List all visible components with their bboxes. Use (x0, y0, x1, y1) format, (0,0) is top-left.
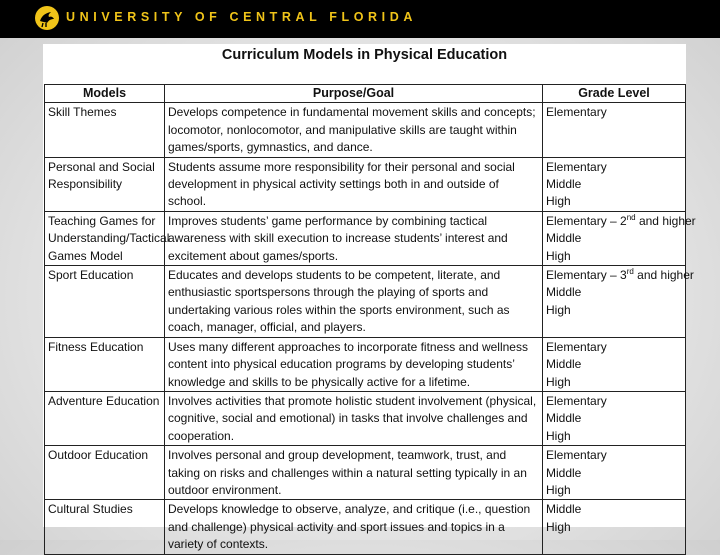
grade-item (546, 212, 696, 230)
grade-item: High (546, 194, 571, 209)
model-cell: Fitness Education (45, 337, 165, 391)
purpose-cell: Improves students’ game performance by combining tactical awareness with skill execution to increase students’ interest and excitement about games/sports. (165, 211, 543, 265)
model-cell: Skill Themes (45, 103, 165, 157)
table-row (45, 103, 686, 157)
grade-item-suffix: and higher (633, 268, 694, 283)
grade-item (546, 267, 694, 284)
pegasus-logo-icon (34, 5, 60, 31)
grade-item: Elementary (546, 339, 607, 354)
grade-cell (543, 103, 686, 157)
grade-item: Middle (546, 285, 582, 300)
university-name: UNIVERSITY OF CENTRAL FLORIDA (66, 10, 418, 24)
grade-item-text: Elementary – 2 (546, 213, 627, 228)
grade-cell (543, 266, 694, 338)
purpose-cell: Uses many different approaches to incorporate fitness and wellness content into physical education programs by developing students’ knowledge and skills to be physically active for a lifetime. (165, 337, 543, 391)
grade-item: Middle (546, 357, 582, 372)
grade-cell (543, 337, 686, 391)
purpose-cell: Students assume more responsibility for their personal and social development in physical activity settings both in and outside of school. (165, 157, 543, 211)
grade-item: High (546, 482, 571, 497)
model-cell: Teaching Games for Understanding/Tactical Games Model (45, 211, 165, 265)
grade-item: Elementary (546, 448, 607, 463)
grade-item: High (546, 428, 571, 443)
purpose-cell: Involves activities that promote holistic student involvement (physical, cognitive, social and emotional) in tasks that involve challenges and cooperation. (165, 391, 543, 445)
grade-cell (543, 446, 686, 500)
table-header-row (45, 85, 686, 103)
purpose-cell: Educates and develops students to be competent, literate, and enthusiastic sportspersons through the playing of sports and undertaking various roles within the sports environment, such as coach, manager, official, and players. (165, 266, 543, 338)
purpose-cell: Develops knowledge to observe, analyze, and critique (i.e., question and challenge) physical activity and sport issues and topics in a variety of contexts. (165, 500, 543, 554)
grade-cell (543, 391, 686, 445)
grade-cell (543, 500, 686, 554)
curriculum-table (44, 84, 696, 555)
purpose-cell: Involves personal and group development, teamwork, trust, and taking on risks and challenges within a natural setting typically in an outdoor environment. (165, 446, 543, 500)
grade-ordinal-suffix: nd (626, 212, 636, 222)
grade-item-suffix: and higher (635, 213, 696, 228)
table-row (45, 211, 686, 265)
grade-item: Elementary (546, 159, 607, 174)
grade-item: High (546, 374, 571, 389)
table-row (45, 157, 686, 211)
model-cell: Cultural Studies (45, 500, 165, 554)
table-row (45, 266, 686, 338)
document-title: Curriculum Models in Physical Education (221, 47, 508, 63)
table-row (45, 500, 686, 554)
grade-cell (543, 157, 686, 211)
table-row (45, 446, 686, 500)
grade-item: Elementary (546, 393, 607, 408)
purpose-cell: Develops competence in fundamental movement skills and concepts; locomotor, nonlocomotor, and manipulative skills are taught within games/sports, gymnastics, and dance. (165, 103, 543, 157)
grade-item: High (546, 248, 571, 263)
grade-item: Middle (546, 177, 582, 192)
grade-cell (543, 211, 696, 265)
table-row (45, 337, 686, 391)
grade-item: High (546, 519, 571, 534)
model-cell: Outdoor Education (45, 446, 165, 500)
grade-item: High (546, 302, 571, 317)
header-bar (0, 0, 720, 38)
column-header-purpose: Purpose/Goal (165, 85, 543, 103)
grade-item: Middle (546, 502, 582, 517)
table-row (45, 391, 686, 445)
grade-item: Middle (546, 411, 582, 426)
model-cell: Sport Education (45, 266, 165, 338)
grade-item: Middle (546, 465, 582, 480)
model-cell: Personal and Social Responsibility (45, 157, 165, 211)
grade-ordinal-suffix: rd (626, 267, 634, 277)
column-header-grade-level: Grade Level (543, 85, 686, 103)
column-header-models: Models (45, 85, 165, 103)
grade-item: Middle (546, 231, 582, 246)
grade-item-text: Elementary – 3 (546, 268, 627, 283)
grade-item: Elementary (546, 105, 607, 120)
model-cell: Adventure Education (45, 391, 165, 445)
